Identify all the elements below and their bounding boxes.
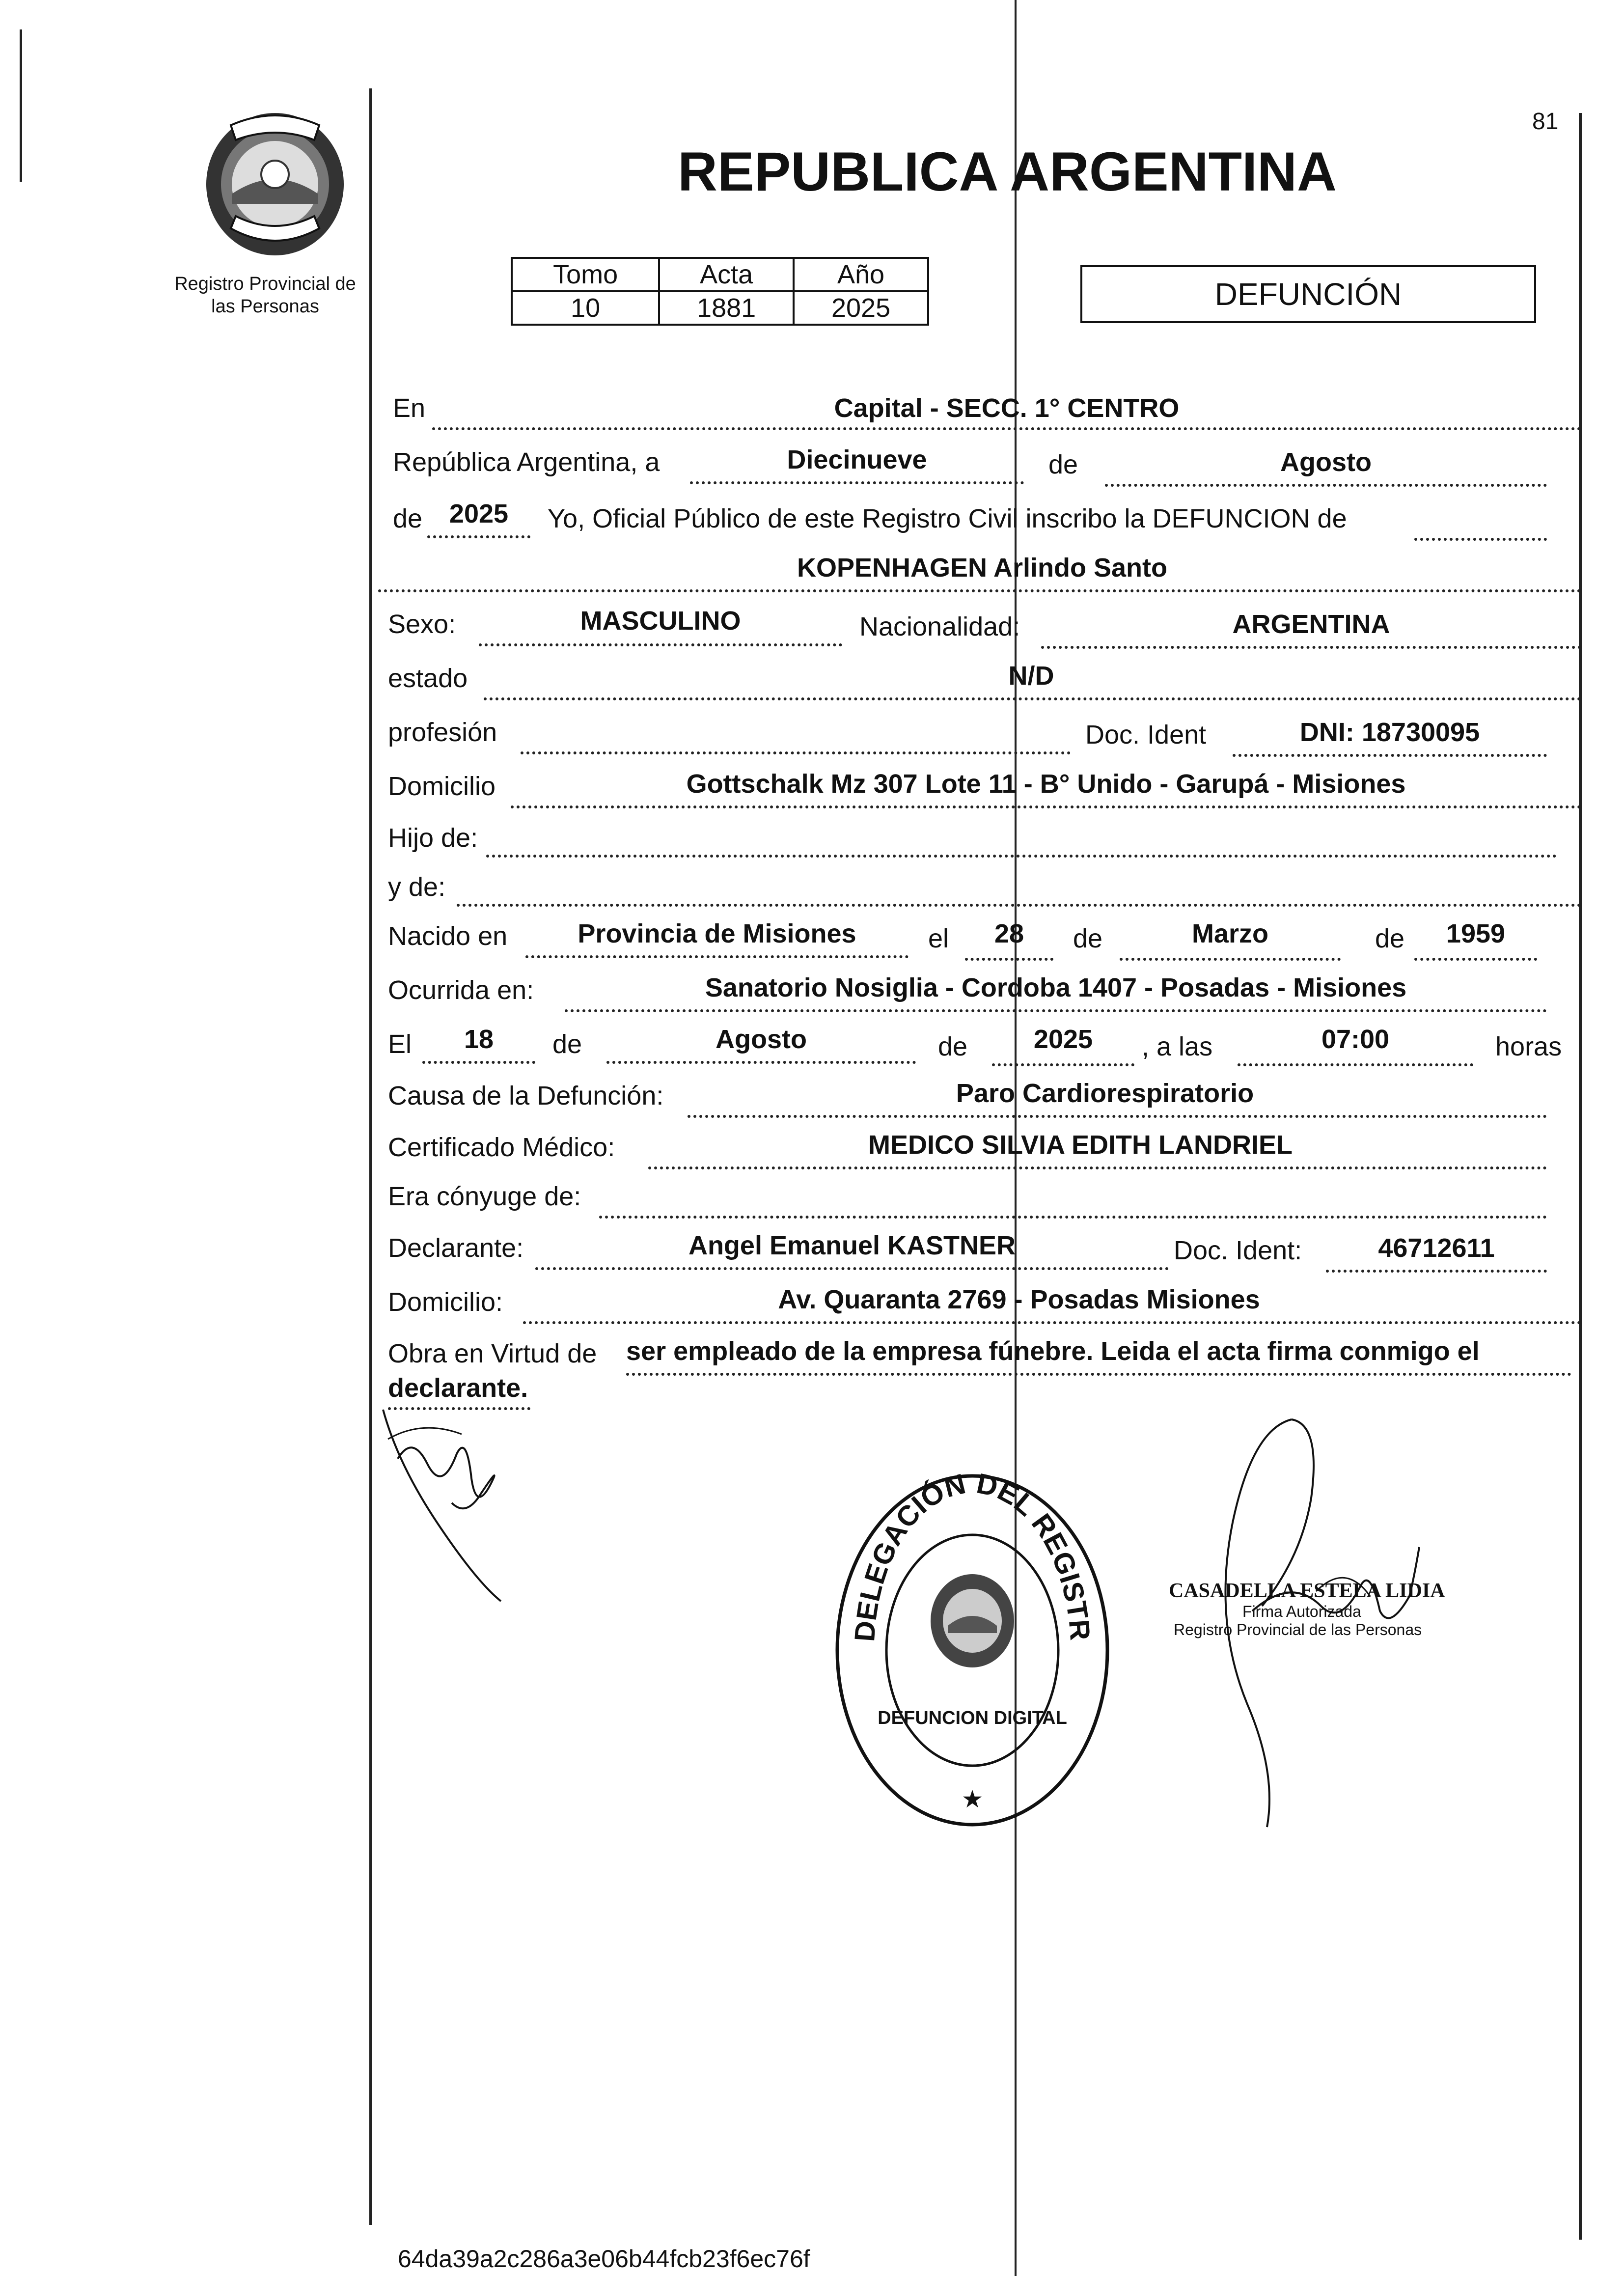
declarante-underline (535, 1267, 1169, 1270)
causa-label: Causa de la Defunción: (388, 1081, 664, 1110)
obra-underline-1 (626, 1373, 1571, 1376)
value-anio: 2025 (794, 291, 928, 325)
horas-label: horas (1495, 1032, 1562, 1061)
obra-value-line1: ser empleado de la empresa fúnebre. Leida el acta firma conmigo el (626, 1336, 1480, 1366)
nacido-mes: Marzo (1191, 919, 1268, 948)
province-emblem (196, 106, 354, 258)
value-tomo: 10 (512, 291, 659, 325)
en-label: En (393, 393, 426, 423)
header-anio: Año (794, 258, 928, 291)
ocurrida-value: Sanatorio Nosiglia - Cordoba 1407 - Posadas - Misiones (705, 973, 1407, 1002)
obra-label: Obra en Virtud de (388, 1339, 597, 1368)
yde-underline (457, 904, 1581, 907)
seal-outer-text: DELEGACIÓN DEL REGISTR (848, 1469, 1096, 1643)
estado-underline (484, 697, 1581, 700)
nacionalidad-label: Nacionalidad: (859, 612, 1020, 641)
domicilio-underline (511, 805, 1581, 808)
registry-line-1: Registro Provincial de (174, 274, 356, 294)
causa-value: Paro Cardiorespiratorio (956, 1079, 1254, 1108)
fallec-de2-label: de (938, 1032, 968, 1061)
republica-label: República Argentina, a (393, 447, 660, 477)
value-acta: 1881 (659, 291, 794, 325)
oficial-text: Yo, Oficial Público de este Registro Civil inscribo la DEFUNCION de (548, 504, 1347, 533)
nacido-de-label: de (1073, 924, 1103, 953)
declarante-value: Angel Emanuel KASTNER (688, 1231, 1016, 1260)
record-table (511, 257, 929, 326)
fallec-de-label: de (552, 1029, 582, 1059)
stamp-name: CASADELLA ESTELA LIDIA (1169, 1580, 1445, 1602)
ocurrida-underline (565, 1009, 1547, 1012)
month-underline (1105, 484, 1547, 487)
doc-ident2-underline (1326, 1270, 1547, 1273)
nacido-el-label: el (928, 924, 949, 953)
estado-label: estado (388, 664, 468, 693)
year-de-label: de (393, 504, 423, 533)
record-type-box (1080, 265, 1536, 323)
certificado-value: MEDICO SILVIA EDITH LANDRIEL (868, 1130, 1293, 1160)
nacido-de2-label: de (1375, 924, 1405, 953)
document-hash: 64da39a2c286a3e06b44fcb23f6ec76f (398, 2245, 810, 2273)
stamp-office: Registro Provincial de las Personas (1174, 1621, 1422, 1638)
profesion-label: profesión (388, 718, 497, 747)
seal-inner-text: DEFUNCION DIGITAL (878, 1708, 1067, 1728)
en-underline (432, 427, 1581, 430)
nacionalidad-underline (1041, 646, 1581, 649)
deceased-underline (378, 589, 1581, 592)
certificado-underline (648, 1166, 1547, 1169)
stamp-role: Firma Autorizada (1242, 1603, 1361, 1620)
deceased-name: KOPENHAGEN Arlindo Santo (797, 553, 1168, 583)
year-value: 2025 (449, 499, 509, 528)
nacido-mes-underline (1120, 958, 1341, 961)
conyuge-underline (599, 1216, 1547, 1219)
fallec-anio-underline (992, 1063, 1134, 1066)
nacido-label: Nacido en (388, 921, 508, 951)
year-underline (427, 535, 530, 538)
hora-value: 07:00 (1321, 1025, 1390, 1054)
fallec-dia-underline (422, 1061, 535, 1064)
fallec-dia: 18 (464, 1025, 494, 1054)
registry-name (162, 273, 368, 318)
form-right-border (1579, 113, 1582, 2240)
month-value: Agosto (1280, 447, 1372, 477)
domicilio2-label: Domicilio: (388, 1287, 503, 1317)
declarante-label: Declarante: (388, 1233, 524, 1263)
el-label: El (388, 1029, 412, 1059)
hijo-label: Hijo de: (388, 823, 478, 853)
certificado-label: Certificado Médico: (388, 1133, 615, 1162)
doc-ident-value: DNI: 18730095 (1299, 718, 1480, 747)
document-title: REPUBLICA ARGENTINA (678, 141, 1337, 202)
doc-ident-label: Doc. Ident (1085, 720, 1207, 749)
nacido-anio: 1959 (1446, 919, 1506, 948)
conyuge-label: Era cónyuge de: (388, 1182, 581, 1211)
doc-ident-underline (1233, 754, 1547, 757)
domicilio2-value: Av. Quaranta 2769 - Posadas Misiones (778, 1285, 1260, 1314)
fallec-anio: 2025 (1033, 1025, 1093, 1054)
doc-ident2-label: Doc. Ident: (1174, 1236, 1302, 1265)
domicilio2-underline (523, 1321, 1581, 1324)
month-de-label: de (1048, 450, 1078, 479)
obra-value-line2: declarante. (388, 1373, 528, 1403)
ocurrida-label: Ocurrida en: (388, 975, 534, 1005)
day-underline (690, 481, 1024, 484)
record-type-label: DEFUNCIÓN (1214, 277, 1402, 312)
doc-ident2-value: 46712611 (1378, 1233, 1495, 1263)
oficial-tail-underline (1414, 538, 1547, 541)
causa-underline (688, 1115, 1547, 1118)
day-words: Diecinueve (787, 445, 927, 474)
domicilio-value: Gottschalk Mz 307 Lote 11 - B° Unido - Garupá - Misiones (686, 769, 1406, 799)
official-signature (1193, 1400, 1468, 1832)
declarant-signature (378, 1405, 516, 1611)
sexo-label: Sexo: (388, 610, 456, 639)
sexo-value: MASCULINO (580, 606, 741, 636)
fallec-mes: Agosto (716, 1025, 807, 1054)
alas-label: , a las (1142, 1032, 1213, 1061)
domicilio-label: Domicilio (388, 772, 496, 801)
hijo-underline (486, 855, 1557, 858)
header-acta: Acta (659, 258, 794, 291)
sexo-underline (479, 643, 842, 646)
nacido-lugar: Provincia de Misiones (578, 919, 856, 948)
nacido-lugar-underline (525, 955, 908, 958)
nacido-dia-underline (965, 958, 1053, 961)
fallec-mes-underline (606, 1061, 916, 1064)
header-tomo: Tomo (512, 258, 659, 291)
left-edge-mark (20, 29, 22, 182)
nacido-dia: 28 (994, 919, 1024, 948)
en-value: Capital - SECC. 1° CENTRO (834, 393, 1180, 423)
yde-label: y de: (388, 872, 446, 902)
official-seal (830, 1469, 1115, 1832)
page-number: 81 (1532, 109, 1559, 135)
registry-line-2: las Personas (211, 296, 319, 317)
seal-star-icon: ★ (961, 1785, 984, 1813)
nacionalidad-value: ARGENTINA (1232, 610, 1390, 639)
estado-value: N/D (1008, 661, 1054, 691)
form-left-border (369, 88, 372, 2225)
profesion-underline (521, 751, 1071, 754)
hora-underline (1238, 1063, 1473, 1066)
nacido-anio-underline (1414, 958, 1537, 961)
